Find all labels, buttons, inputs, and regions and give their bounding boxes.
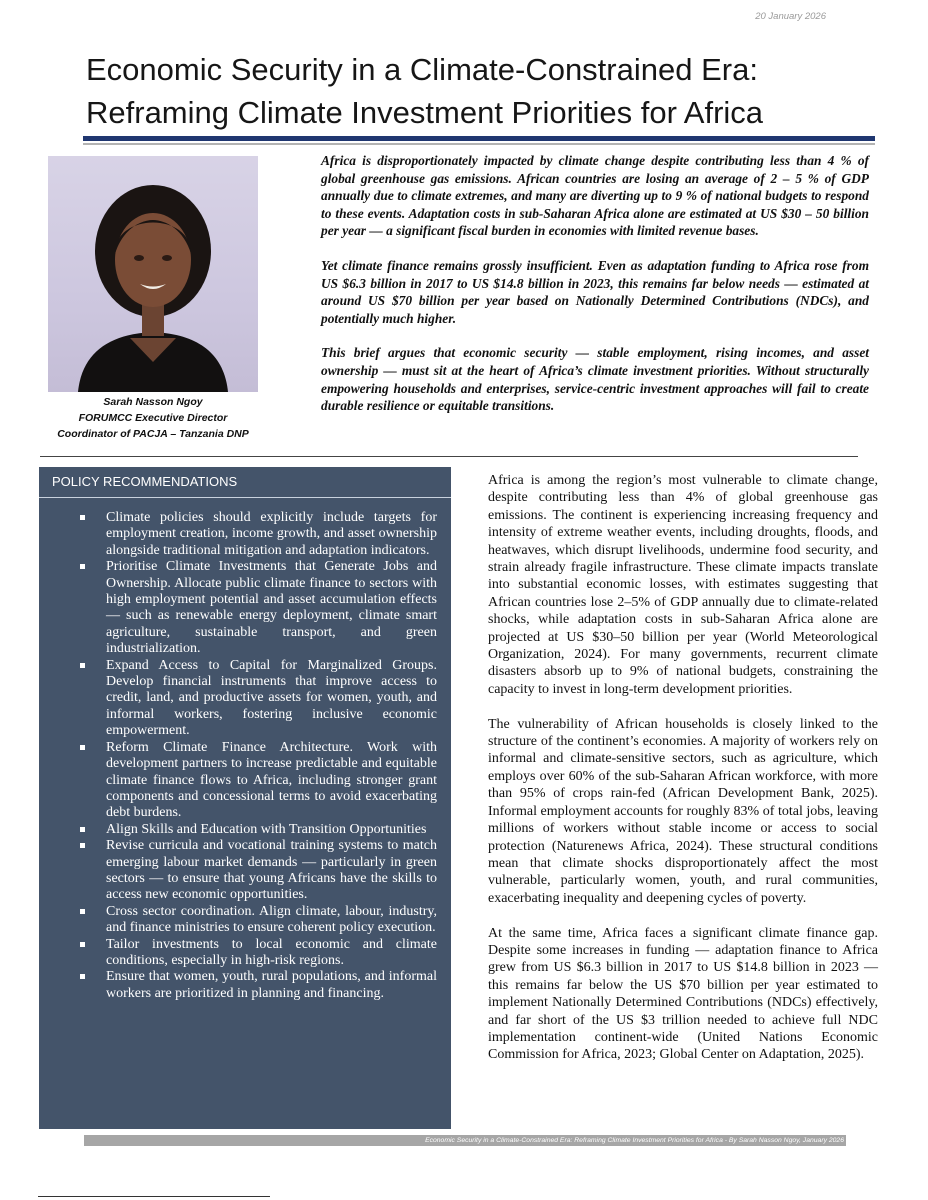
title-line-2: Reframing Climate Investment Priorities for Africa	[86, 95, 764, 130]
title-divider-grey	[83, 143, 875, 145]
author-name: Sarah Nasson Ngoy	[103, 396, 203, 408]
policy-item: Tailor investments to local economic and climate conditions, especially in high-risk regions.	[106, 936, 437, 968]
policy-item: Reform Climate Finance Architecture. Work with development partners to increase predictable and equitable climate finance flows to Africa, including stronger grant components and concessional terms to avoid exacerbating debt burdens.	[106, 739, 437, 821]
policy-heading: POLICY RECOMMENDATIONS	[39, 467, 451, 498]
policy-item: Climate policies should explicitly include targets for employment creation, income growth, and asset ownership alongside traditional mitigation and adaptation indicators.	[106, 510, 437, 558]
author-affiliation: Coordinator of PACJA – Tanzania DNP	[57, 428, 249, 440]
author-portrait-illustration	[48, 156, 258, 392]
summary-paragraph: Yet climate finance remains grossly insufficient. Even as adaptation funding to Africa rose from US $6.3 billion in 2017 to US $14.8 billion in 2023, this remains far below needs — estimated at around US $70 billion per year based on Nationally Determined Contributions (NDCs), and potentially much higher.	[321, 257, 869, 326]
body-paragraph: Africa is among the region’s most vulnerable to climate change, despite contributing less than 4% of global greenhouse gas emissions. The continent is experiencing increasing frequency and intensity of extreme weather events, including droughts, floods, and heatwaves, which disrupt livelihoods, undermine food security, and strain already fragile infrastructure. These climate impacts translate into substantial economic losses, with estimates suggesting that African countries lose 2–5% of GDP annually due to climate-related shocks, while adaptation costs in sub-Saharan Africa alone are projected at US $30–50 billion per year (World Meteorological Organization, 2024). For many governments, recurrent climate disasters absorb up to 9% of national budgets, constraining the capacity to invest in long-term development priorities.	[488, 473, 878, 697]
summary-paragraph: This brief argues that economic security — stable employment, rising incomes, and asset ownership — must sit at the heart of Africa’s climate investment priorities. Without structurally empowering households and enterprises, service-centric investment approaches will fail to create durable resilience or equitable transitions.	[321, 345, 869, 414]
title-line-1: Economic Security in a Climate-Constrained Era:	[86, 52, 758, 87]
author-caption	[40, 394, 266, 442]
policy-item: Ensure that women, youth, rural populations, and informal workers are prioritized in planning and financing.	[106, 969, 437, 1001]
policy-item: Align Skills and Education with Transition Opportunities	[106, 822, 437, 838]
policy-item: Revise curricula and vocational training systems to match emerging labour market demands — particularly in green sectors — to ensure that young Africans have the skills to access new economic opportunities.	[106, 838, 437, 903]
body-paragraph: At the same time, Africa faces a significant climate finance gap. Despite some increases in funding — adaptation finance to Africa grew from US $6.3 billion in 2017 to US $14.8 billion in 2023 — this remains far below the US $70 billion per year estimated to implement Nationally Determined Contributions (NDCs) effectively, and far short of the US $3 trillion needed to achieve full NDC implementation continent-wide (United Nations Economic Commission for Africa, 2023; Global Center on Adaptation, 2025).	[488, 925, 878, 1063]
body-text-column	[488, 472, 878, 1081]
executive-summary	[321, 152, 869, 432]
page-title	[86, 48, 886, 134]
policy-item: Prioritise Climate Investments that Generate Jobs and Ownership. Allocate public climate finance to sectors with high employment potential and asset accumulation effects — such as renewable energy deployment, climate smart agriculture, sustainable transport, and green industrialization.	[106, 559, 437, 657]
policy-recommendations-panel	[39, 467, 451, 1129]
publication-date: 20 January 2026	[755, 11, 826, 22]
policy-list	[39, 498, 451, 1002]
title-divider-blue	[83, 136, 875, 141]
footnote-rule	[38, 1196, 270, 1197]
policy-item: Expand Access to Capital for Marginalized Groups. Develop financial instruments that improve access to credit, land, and productive assets for women, youth, and informal workers, fostering inclusive economic empowerment.	[106, 657, 437, 739]
section-divider	[40, 456, 858, 457]
summary-paragraph: Africa is disproportionately impacted by climate change despite contributing less than 4 % of global greenhouse gas emissions. African countries are losing an average of 2 – 5 % of GDP annually due to climate extremes, and many are diverting up to 9 % of national budgets to respond to these events. Adaptation costs in sub-Saharan Africa alone are estimated at US $30 – 50 billion per year — a significant fiscal burden in economies with limited revenue bases.	[321, 153, 869, 239]
page-footer: Economic Security in a Climate-Constrained Era: Reframing Climate Investment Priorities for Africa - By Sarah Nasson Ngoy, January 2026	[84, 1135, 846, 1146]
author-portrait	[48, 156, 258, 392]
author-role: FORUMCC Executive Director	[78, 412, 228, 424]
body-paragraph: The vulnerability of African households is closely linked to the structure of the continent’s economies. A majority of workers rely on informal and climate-sensitive sectors, such as agriculture, which employs over 60% of the sub-Saharan African workforce, with more than 95% of crops rain-fed (African Development Bank, 2025). Informal employment accounts for roughly 83% of total jobs, leaving millions of workers without stable income or access to social protection (Naturenews Africa, 2024). These structural conditions mean that climate shocks disproportionately affect the most vulnerable, particularly women, youth, and rural communities, exacerbating inequality and deepening cycles of poverty.	[488, 716, 878, 906]
policy-item: Cross sector coordination. Align climate, labour, industry, and finance ministries to ensure coherent policy execution.	[106, 903, 437, 936]
